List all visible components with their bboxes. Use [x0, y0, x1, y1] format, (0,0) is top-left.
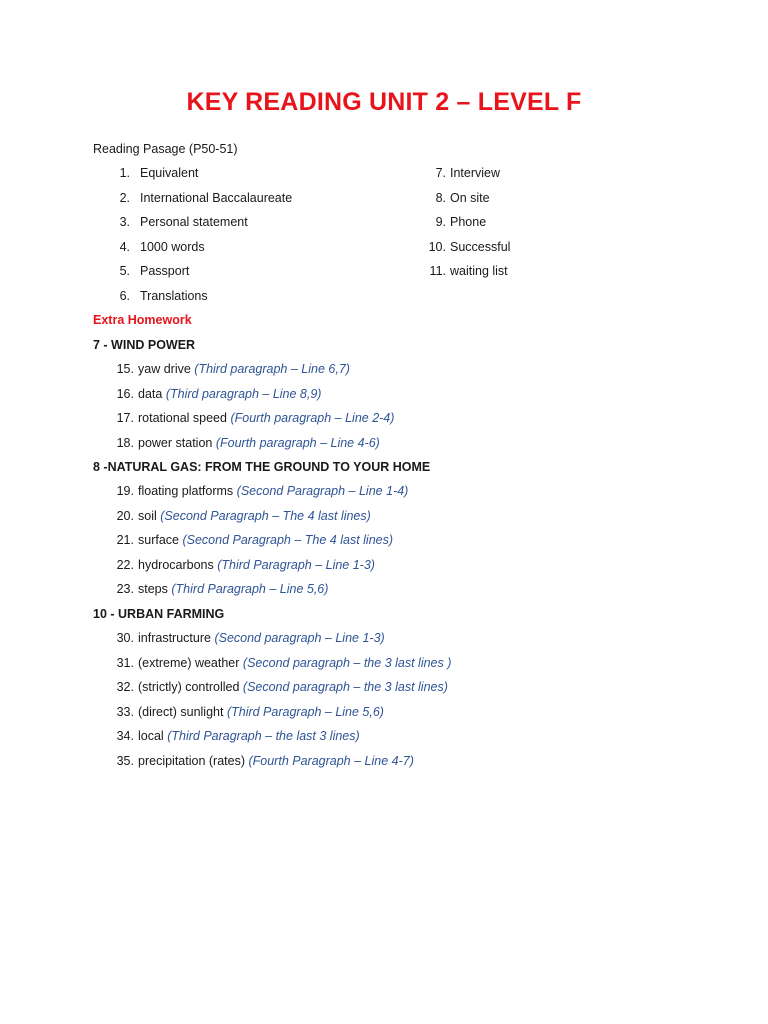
list-item: 2. International Baccalaureate	[119, 190, 293, 205]
list-item: 34. local (Third Paragraph – the last 3 lines)	[116, 729, 360, 744]
list-item: 17. rotational speed (Fourth paragraph – Line 2-4)	[116, 411, 395, 426]
wind-power-answers	[98, 357, 394, 455]
list-item: 1. Equivalent	[119, 166, 199, 180]
list-item: 23. steps (Third Paragraph – Line 5,6)	[116, 582, 329, 597]
reading-passage-right-list	[410, 161, 510, 284]
list-item: 7. Interview	[435, 166, 501, 180]
list-item: 10. Successful	[428, 239, 511, 254]
list-item: 30. infrastructure (Second paragraph – Line 1-3)	[116, 631, 385, 645]
list-item: 18. power station (Fourth paragraph – Line 4-6)	[116, 435, 380, 450]
section-heading-urban-farming: 10 - URBAN FARMING	[93, 607, 225, 621]
list-item: 8. On site	[435, 190, 490, 205]
reading-passage-heading: Reading Pasage (P50-51)	[93, 142, 238, 156]
page-title: KEY READING UNIT 2 – LEVEL F	[186, 88, 582, 116]
list-item: 31. (extreme) weather (Second paragraph – the 3 last lines )	[116, 655, 452, 670]
list-item: 4. 1000 words	[119, 239, 205, 254]
list-item: 21. surface (Second Paragraph – The 4 last lines)	[116, 533, 394, 548]
list-item: 6. Translations	[119, 288, 208, 303]
list-item: 32. (strictly) controlled (Second paragraph – the 3 last lines)	[116, 680, 448, 695]
extra-homework-label: Extra Homework	[93, 313, 192, 327]
list-item: 5. Passport	[119, 264, 190, 279]
section-heading-natural-gas: 8 -NATURAL GAS: FROM THE GROUND TO YOUR HOME	[93, 460, 431, 474]
urban-farming-answers	[98, 626, 451, 774]
list-item: 9. Phone	[435, 215, 487, 230]
list-item: 11. waiting list	[429, 264, 508, 279]
list-item: 19. floating platforms (Second Paragraph – Line 1-4)	[116, 484, 409, 498]
list-item: 15. yaw drive (Third paragraph – Line 6,7)	[116, 362, 350, 376]
list-item: 16. data (Third paragraph – Line 8,9)	[116, 386, 322, 401]
section-heading-wind-power: 7 - WIND POWER	[93, 338, 196, 352]
reading-passage-left-list	[106, 161, 292, 309]
list-item: 22. hydrocarbons (Third Paragraph – Line 1-3)	[116, 557, 375, 572]
list-item: 20. soil (Second Paragraph – The 4 last lines)	[116, 508, 371, 523]
list-item: 35. precipitation (rates) (Fourth Paragraph – Line 4-7)	[116, 753, 414, 768]
list-item: 33. (direct) sunlight (Third Paragraph – Line 5,6)	[116, 704, 384, 719]
natural-gas-answers	[98, 479, 408, 602]
list-item: 3. Personal statement	[119, 215, 248, 230]
